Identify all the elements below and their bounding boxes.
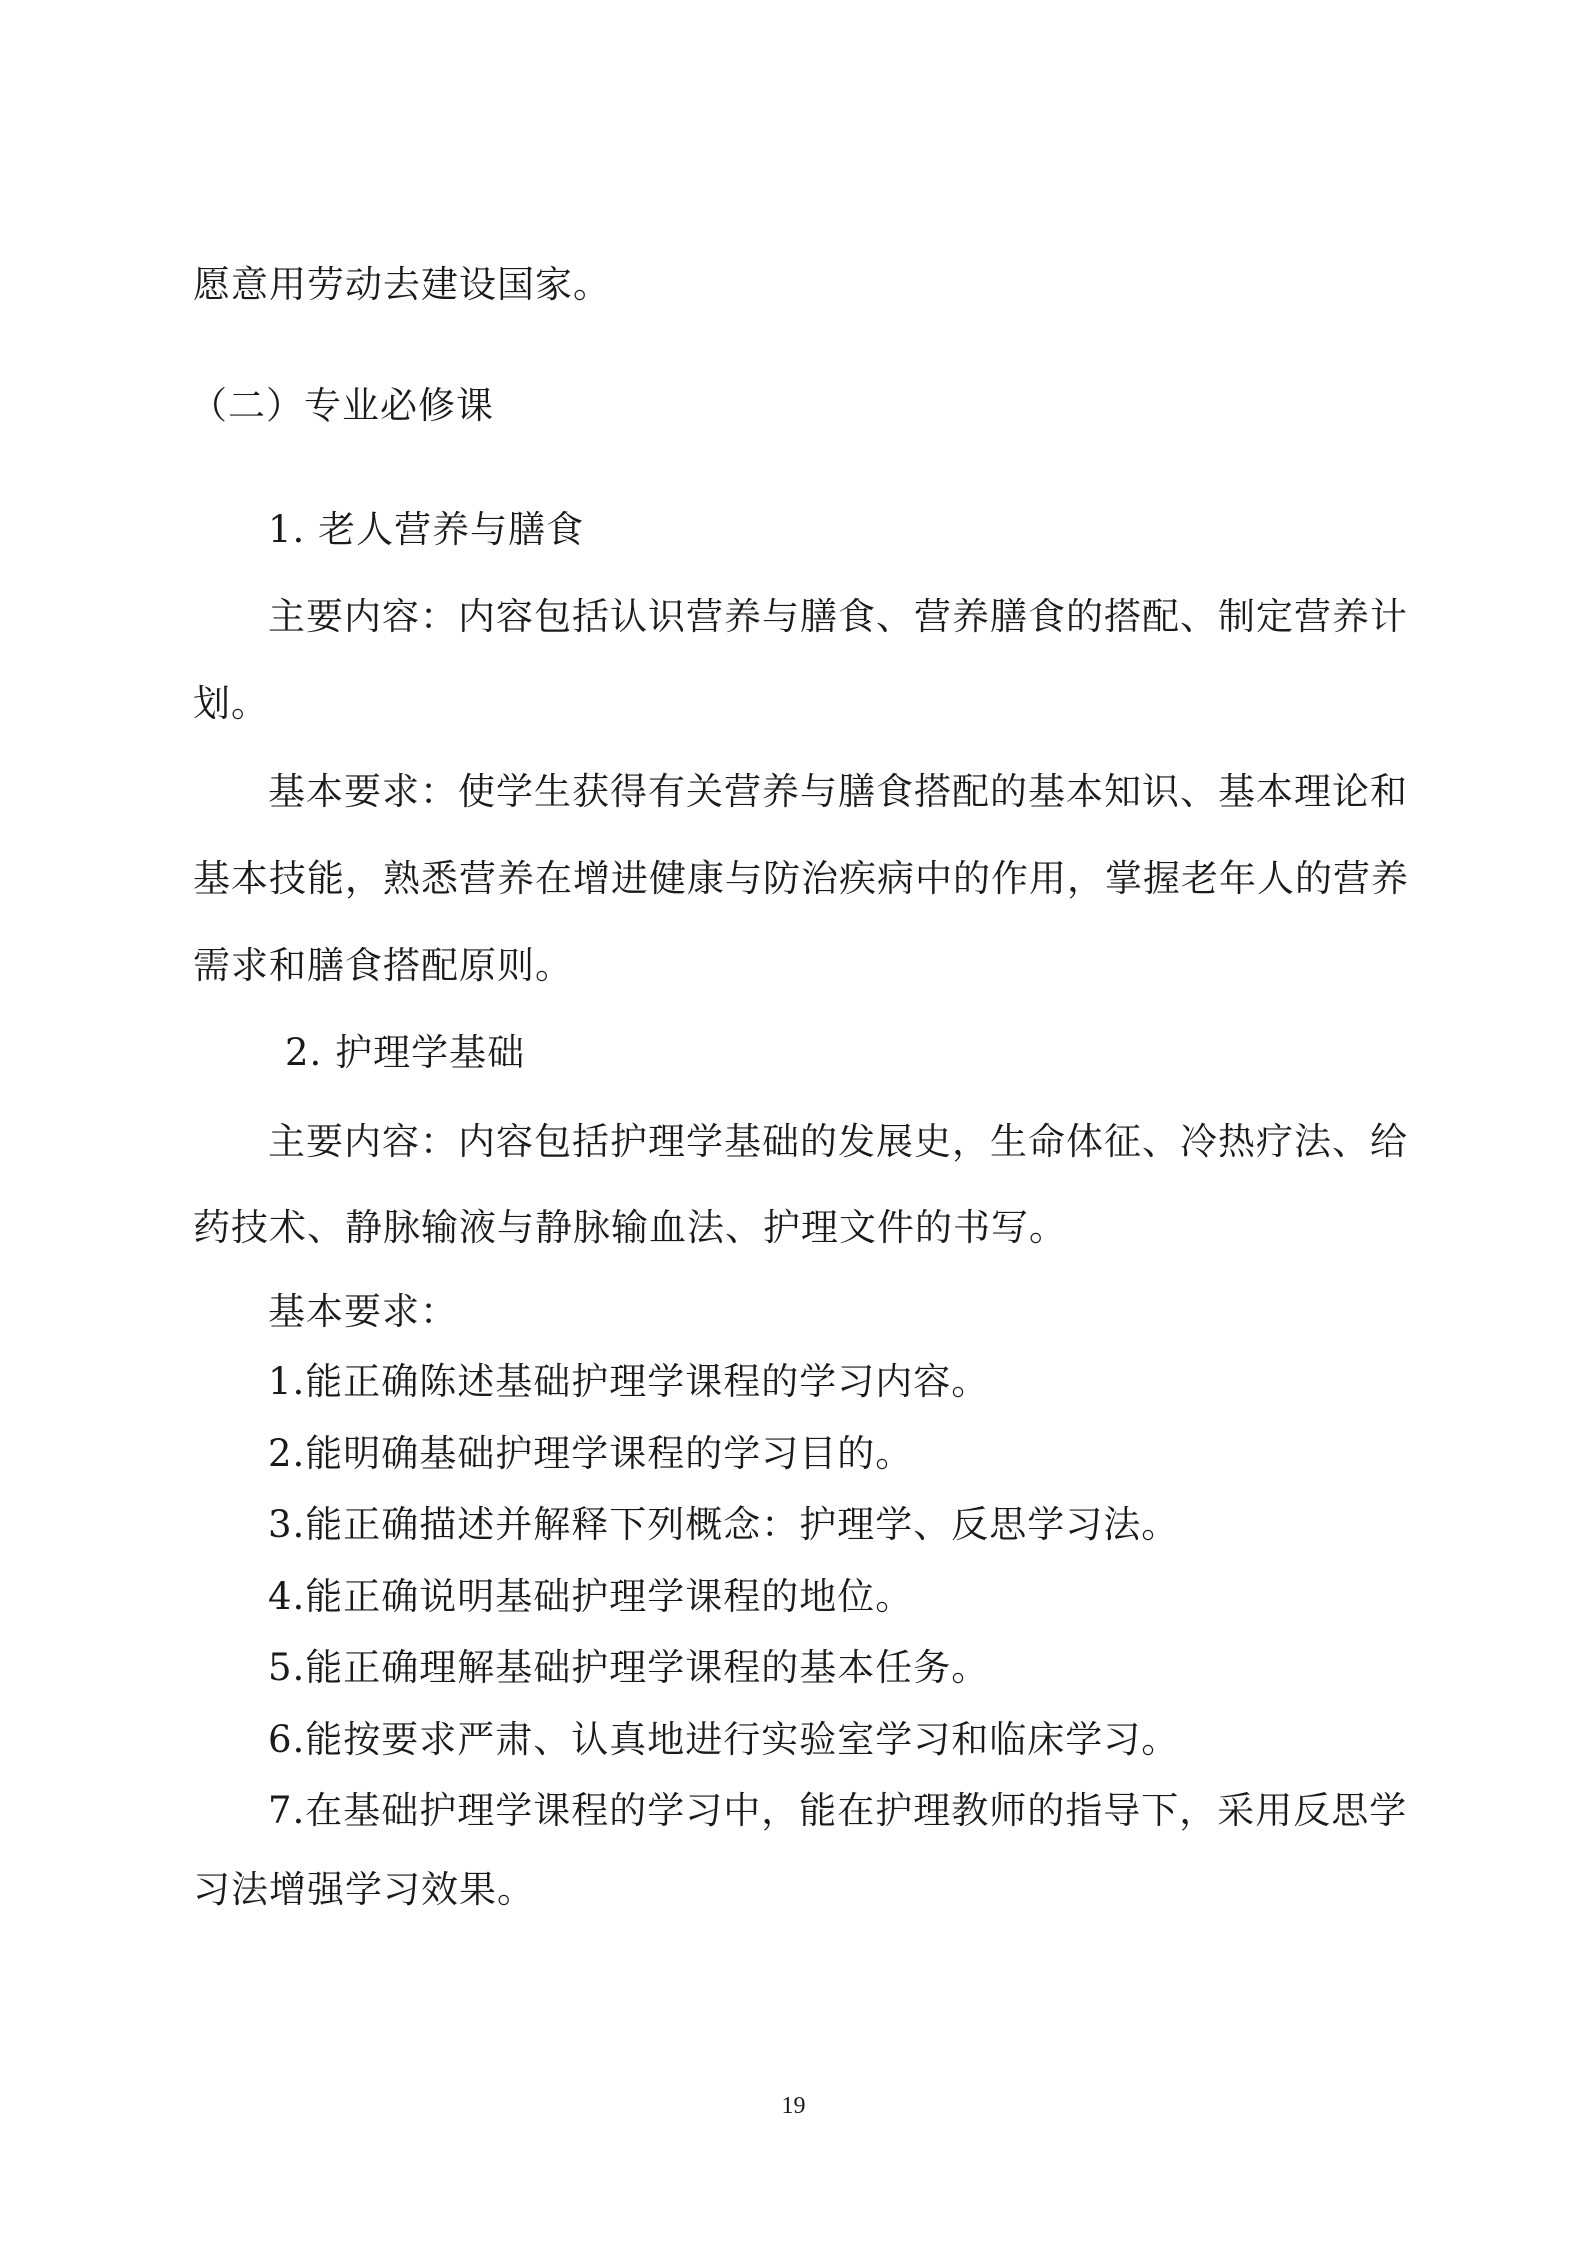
requirement-item: 1.能正确陈述基础护理学课程的学习内容。	[268, 1360, 990, 1403]
requirement-item: 7.在基础护理学课程的学习中，能在护理教师的指导下，采用反思学	[268, 1789, 1408, 1832]
course2-requirements-label: 基本要求：	[268, 1290, 458, 1333]
requirement-item: 3.能正确描述并解释下列概念：护理学、反思学习法。	[268, 1503, 1180, 1546]
requirement-item: 6.能按要求严肃、认真地进行实验室学习和临床学习。	[268, 1718, 1180, 1761]
section-heading: （二）专业必修课	[190, 384, 494, 427]
course2-main-content-line2: 药技术、静脉输液与静脉输血法、护理文件的书写。	[193, 1206, 1067, 1249]
course1-requirements-line3: 需求和膳食搭配原则。	[193, 944, 573, 987]
course1-main-content-line2: 划。	[193, 682, 269, 725]
requirement-item: 5.能正确理解基础护理学课程的基本任务。	[268, 1646, 990, 1689]
course1-requirements-line1: 基本要求：使学生获得有关营养与膳食搭配的基本知识、基本理论和	[268, 770, 1408, 813]
requirement-item-continuation: 习法增强学习效果。	[193, 1868, 535, 1911]
requirement-item: 2.能明确基础护理学课程的学习目的。	[268, 1432, 914, 1475]
course1-requirements-line2: 基本技能，熟悉营养在增进健康与防治疾病中的作用，掌握老年人的营养	[193, 857, 1409, 900]
page-number: 19	[781, 2093, 806, 2119]
course2-main-content-line1: 主要内容：内容包括护理学基础的发展史，生命体征、冷热疗法、给	[268, 1120, 1408, 1163]
course1-main-content-line1: 主要内容：内容包括认识营养与膳食、营养膳食的搭配、制定营养计	[268, 595, 1408, 638]
paragraph-intro-tail: 愿意用劳动去建设国家。	[193, 263, 611, 306]
course1-title: 1. 老人营养与膳食	[268, 508, 585, 551]
course2-title: 2. 护理学基础	[285, 1031, 526, 1074]
requirement-item: 4.能正确说明基础护理学课程的地位。	[268, 1575, 914, 1618]
